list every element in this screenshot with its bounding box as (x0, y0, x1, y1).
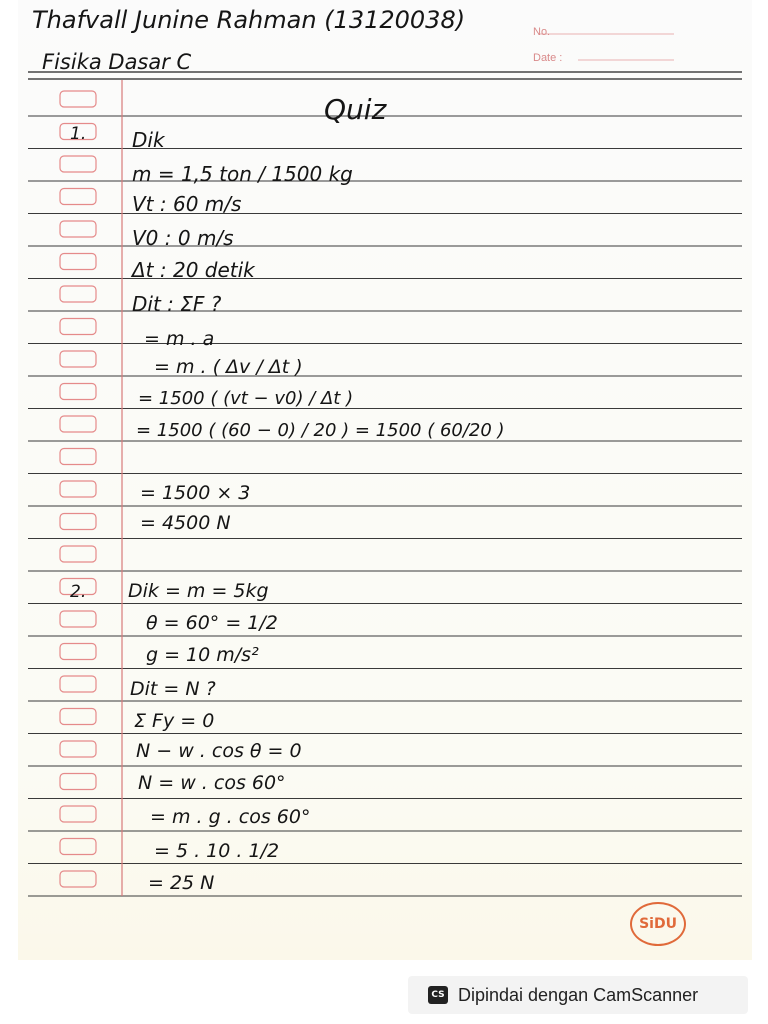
problem-2-number: 2. (70, 582, 87, 602)
problem-1-number: 1. (70, 124, 87, 144)
margin-box (60, 741, 96, 757)
margin-box (60, 449, 96, 465)
watermark-text: Dipindai dengan CamScanner (458, 984, 699, 1005)
p2-line: g = 10 m/s² (146, 644, 259, 666)
p1-line: Vt : 60 m/s (132, 192, 242, 216)
course-name: Fisika Dasar C (42, 50, 192, 74)
p1-line: Dik (132, 128, 165, 152)
margin-box (60, 189, 96, 205)
p1-line: V0 : 0 m/s (132, 226, 234, 250)
p2-line: N − w . cos θ = 0 (136, 740, 302, 762)
p1-line: = 4500 N (140, 512, 231, 534)
quiz-title: Quiz (324, 93, 387, 126)
student-name: Thafvall Junine Rahman (13120038) (32, 6, 466, 34)
margin-box (60, 514, 96, 530)
p2-line: Σ Fy = 0 (134, 710, 215, 732)
p1-line: m = 1,5 ton / 1500 kg (132, 162, 353, 186)
ruled-lines (18, 0, 752, 960)
p1-line: = 1500 ( (60 − 0) / 20 ) = 1500 ( 60/20 ) (136, 420, 505, 441)
p2-line: = 25 N (148, 872, 215, 894)
p2-line: Dik = m = 5kg (128, 580, 269, 602)
margin-box (60, 416, 96, 432)
margin-box (60, 546, 96, 562)
margin-box (60, 481, 96, 497)
date-label: Date : (533, 52, 563, 64)
camscanner-watermark (408, 976, 748, 1014)
margin-box (60, 806, 96, 822)
margin-box (60, 384, 96, 400)
p2-line: = m . g . cos 60° (150, 806, 311, 828)
p1-line: = 1500 ( (vt − v0) / Δt ) (138, 388, 354, 409)
margin-box (60, 221, 96, 237)
margin-box (60, 839, 96, 855)
p1-line: = 1500 × 3 (140, 482, 251, 504)
margin-box (60, 676, 96, 692)
p1-line: = m . ( Δv / Δt ) (154, 356, 303, 378)
margin-box (60, 91, 96, 107)
p1-line: = m . a (144, 328, 215, 350)
no-label: No. (533, 26, 551, 38)
sidu-stamp: SiDU (630, 902, 686, 946)
notebook-page (18, 0, 752, 960)
margin-box (60, 871, 96, 887)
p1-line: Δt : 20 detik (132, 258, 255, 282)
margin-box (60, 286, 96, 302)
margin-box (60, 644, 96, 660)
margin-box (60, 774, 96, 790)
p2-line: θ = 60° = 1/2 (146, 612, 278, 634)
margin-box (60, 709, 96, 725)
margin-box (60, 156, 96, 172)
p2-line: Dit = N ? (130, 678, 216, 700)
p1-line: Dit : ΣF ? (132, 292, 222, 316)
margin-box (60, 319, 96, 335)
margin-box (60, 611, 96, 627)
p2-line: N = w . cos 60° (138, 772, 286, 794)
camscanner-logo-icon: CS (428, 986, 448, 1004)
p2-line: = 5 . 10 . 1/2 (154, 840, 280, 862)
margin-box (60, 254, 96, 270)
margin-box (60, 351, 96, 367)
